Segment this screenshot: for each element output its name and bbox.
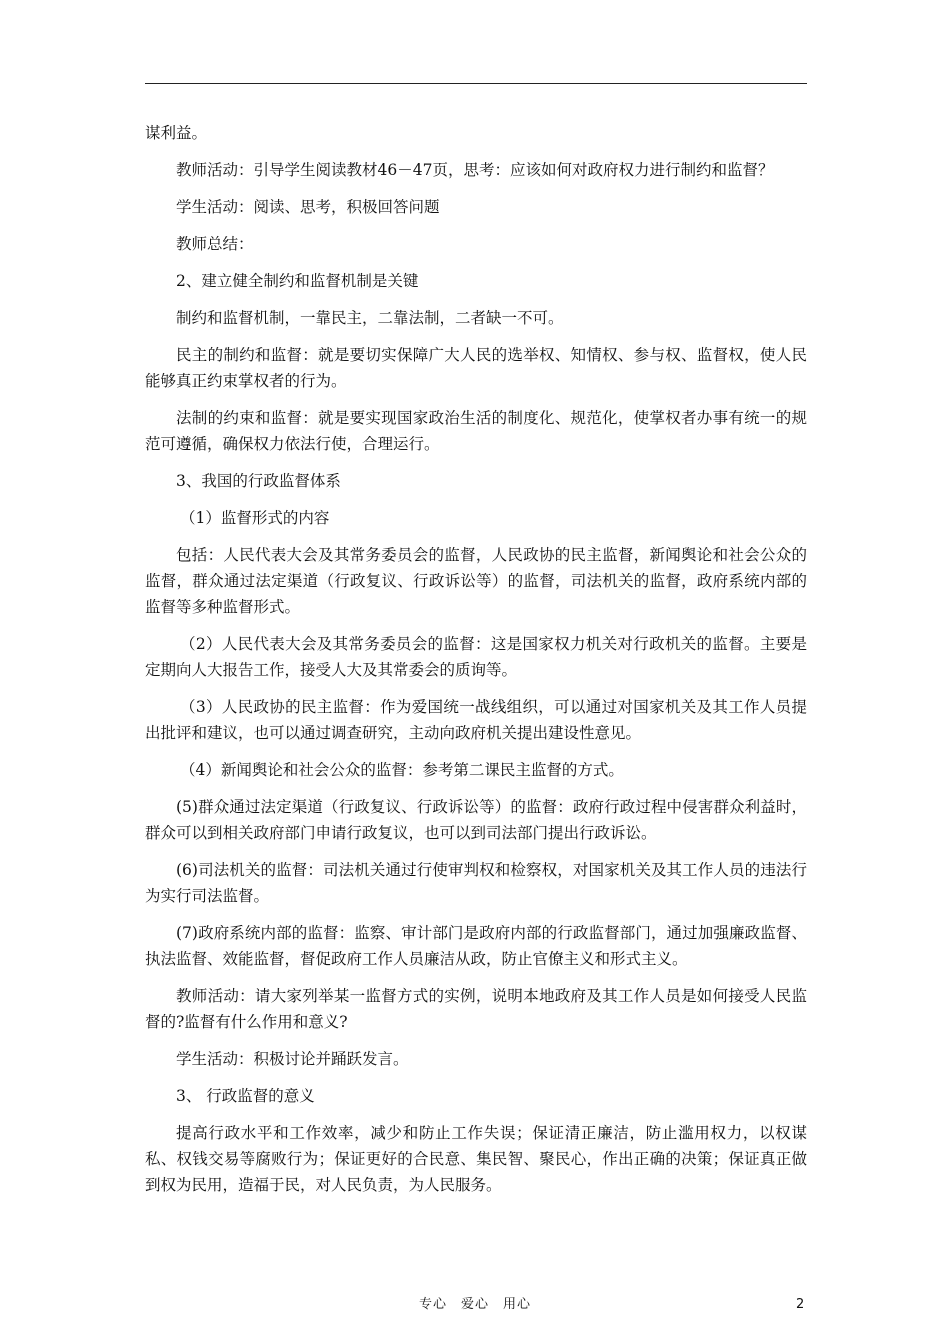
paragraph-democratic-oversight: 民主的制约和监督：就是要切实保障广大人民的选举权、知情权、参与权、监督权，使人民能够真正约束掌权者的行为。	[145, 346, 807, 390]
footer-motto: 专心 爱心 用心	[418, 1297, 531, 1312]
paragraph-teacher-question: 教师活动：请大家列举某一监督方式的实例，说明本地政府及其工作人员是如何接受人民监督的?监督有什么作用和意义?	[145, 987, 807, 1031]
paragraph-continuation: 谋利益。	[145, 124, 208, 142]
document-body	[145, 120, 807, 1209]
paragraph-oversight-forms: 包括：人民代表大会及其常务委员会的监督，人民政协的民主监督，新闻舆论和社会公众的监督，群众通过法定渠道（行政复议、行政诉讼等）的监督，司法机关的监督，政府系统内部的监督等多种监督形式。	[145, 546, 807, 616]
section-heading-significance: 3、 行政监督的意义	[176, 1087, 315, 1105]
page-number: 2	[796, 1297, 805, 1312]
paragraph-media-oversight: （4）新闻舆论和社会公众的监督：参考第二课民主监督的方式。	[180, 761, 624, 779]
section-heading-mechanism: 2、建立健全制约和监督机制是关键	[176, 272, 419, 290]
subheading-oversight-forms: （1）监督形式的内容	[180, 509, 330, 527]
paragraph-significance: 提高行政水平和工作效率，减少和防止工作失误；保证清正廉洁，防止滥用权力，以权谋私、权钱交易等腐败行为；保证更好的合民意、集民智、聚民心，作出正确的决策；保证真正做到权为民用，造福于民，对人民负责，为人民服务。	[145, 1124, 807, 1194]
paragraph-internal-oversight: (7)政府系统内部的监督：监察、审计部门是政府内部的行政监督部门，通过加强廉政监督、执法监督、效能监督，督促政府工作人员廉洁从政，防止官僚主义和形式主义。	[145, 924, 807, 968]
paragraph-teacher-summary: 教师总结：	[176, 235, 254, 253]
paragraph-legal-oversight: 法制的约束和监督：就是要实现国家政治生活的制度化、规范化，使掌权者办事有统一的规范可遵循，确保权力依法行使，合理运行。	[145, 409, 807, 453]
paragraph-mechanism: 制约和监督机制，一靠民主，二靠法制，二者缺一不可。	[176, 309, 564, 327]
paragraph-public-oversight: (5)群众通过法定渠道（行政复议、行政诉讼等）的监督：政府行政过程中侵害群众利益时，群众可以到相关政府部门申请行政复议，也可以到司法部门提出行政诉讼。	[145, 798, 807, 842]
section-heading-oversight-system: 3、我国的行政监督体系	[176, 472, 341, 490]
header-rule	[145, 83, 807, 84]
paragraph-judicial-oversight: (6)司法机关的监督：司法机关通过行使审判权和检察权，对国家机关及其工作人员的违法行为实行司法监督。	[145, 861, 807, 905]
paragraph-teacher-activity: 教师活动：引导学生阅读教材46－47页，思考：应该如何对政府权力进行制约和监督？	[176, 161, 774, 179]
paragraph-npc-oversight: （2）人民代表大会及其常务委员会的监督：这是国家权力机关对行政机关的监督。主要是定期向人大报告工作，接受人大及其常委会的质询等。	[145, 635, 807, 679]
paragraph-student-activity: 学生活动：阅读、思考，积极回答问题	[176, 198, 440, 216]
paragraph-cppcc-oversight: （3）人民政协的民主监督：作为爱国统一战线组织，可以通过对国家机关及其工作人员提出批评和建议，也可以通过调查研究，主动向政府机关提出建设性意见。	[145, 698, 807, 742]
paragraph-student-discussion: 学生活动：积极讨论并踊跃发言。	[176, 1050, 409, 1068]
